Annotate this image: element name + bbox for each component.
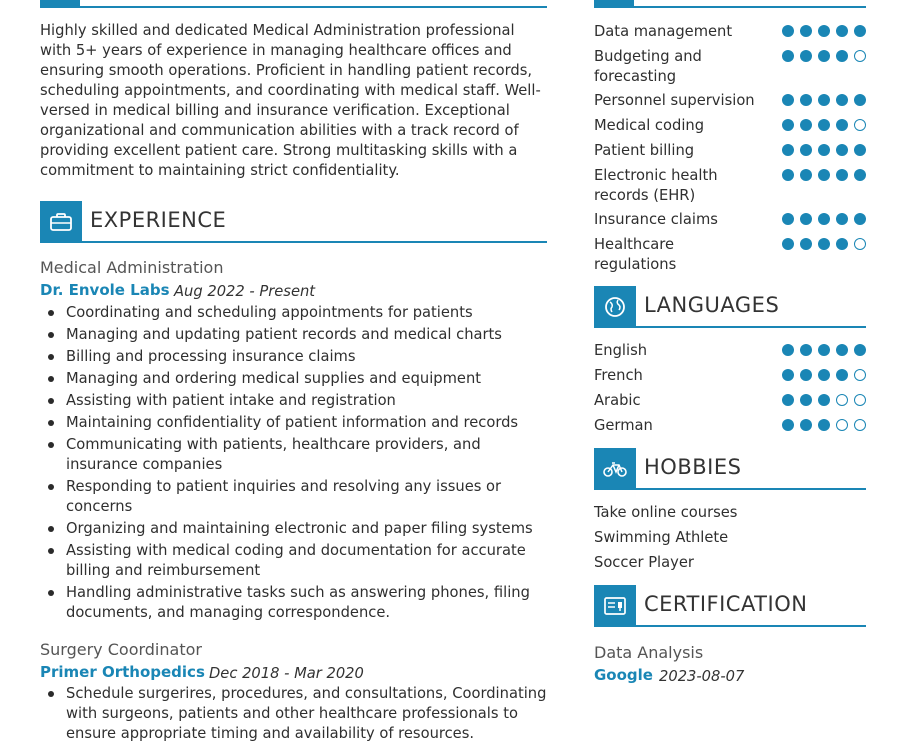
skill-row bbox=[594, 210, 866, 230]
rating-dot-filled bbox=[782, 169, 794, 181]
experience-title: EXPERIENCE bbox=[90, 208, 227, 232]
rating-dot-filled bbox=[800, 238, 812, 250]
rating-dot-empty bbox=[836, 419, 848, 431]
summary-text: Highly skilled and dedicated Medical Administration professional with 5+ years of experience in managing healthcare offices and ensuring smooth operations. Proficient in handling patient records, scheduling appointments, and coordinating with medical staff. Well-versed in medical billing and insurance verification. Exceptional organizational and communication abilities with a track record of providing excellent patient care. Strong multitasking skills with a commitment to maintaining strict confidentiality. bbox=[40, 22, 541, 179]
experience-header bbox=[40, 201, 547, 243]
skill-row bbox=[594, 47, 866, 86]
rating-dot-empty bbox=[854, 119, 866, 131]
rating-dot-filled bbox=[854, 344, 866, 356]
rating-dot-filled bbox=[854, 25, 866, 37]
rating-dot-filled bbox=[836, 50, 848, 62]
language-row bbox=[594, 341, 866, 361]
skill-label: Healthcare regulations bbox=[594, 236, 677, 273]
rating-dot-filled bbox=[854, 144, 866, 156]
job-title: Surgery Coordinator bbox=[40, 640, 202, 659]
bicycle-icon bbox=[594, 448, 636, 490]
skill-row bbox=[594, 141, 866, 161]
globe-icon bbox=[594, 286, 636, 328]
rating-dot-empty bbox=[854, 238, 866, 250]
rating-dot-filled bbox=[782, 419, 794, 431]
skills-section-rule bbox=[594, 6, 866, 8]
rating-dot-empty bbox=[854, 369, 866, 381]
experience-rule bbox=[40, 241, 547, 243]
list-item: Organizing and maintaining electronic and paper filing systems bbox=[40, 519, 547, 539]
rating-dot-filled bbox=[836, 169, 848, 181]
rating-dot-filled bbox=[800, 119, 812, 131]
rating-dot-filled bbox=[818, 25, 830, 37]
rating-dot-filled bbox=[800, 344, 812, 356]
rating-dot-filled bbox=[800, 419, 812, 431]
skill-label: Budgeting and forecasting bbox=[594, 48, 702, 85]
cert-date: 2023-08-07 bbox=[659, 668, 745, 685]
hobby-item: Take online courses bbox=[594, 504, 738, 521]
rating-dot-filled bbox=[782, 394, 794, 406]
language-label: German bbox=[594, 417, 653, 434]
rating-dot-filled bbox=[854, 94, 866, 106]
rating-dot-filled bbox=[800, 94, 812, 106]
languages-rule bbox=[594, 326, 866, 328]
hobbies-header bbox=[594, 448, 866, 490]
language-row bbox=[594, 391, 866, 411]
hobbies-rule bbox=[594, 488, 866, 490]
rating-dot-filled bbox=[818, 119, 830, 131]
skill-row bbox=[594, 235, 866, 274]
rating-dot-filled bbox=[836, 238, 848, 250]
job-date: Aug 2022 - Present bbox=[174, 283, 316, 300]
rating-dot-filled bbox=[818, 94, 830, 106]
list-item: Handling administrative tasks such as answering phones, filing documents, and managing correspondence. bbox=[40, 583, 547, 623]
skill-label: Insurance claims bbox=[594, 211, 718, 228]
language-label: English bbox=[594, 342, 648, 359]
rating-dot-filled bbox=[800, 50, 812, 62]
job-bullets bbox=[40, 684, 547, 746]
skill-rating bbox=[782, 144, 866, 156]
rating-dot-filled bbox=[818, 50, 830, 62]
list-item: Schedule surgerires, procedures, and consultations, Coordinating with surgeons, patients and other healthcare professionals to ensure appropriate timing and availability of resources. bbox=[40, 684, 547, 744]
rating-dot-filled bbox=[782, 119, 794, 131]
skill-row bbox=[594, 22, 866, 42]
skill-row bbox=[594, 91, 866, 111]
rating-dot-filled bbox=[800, 169, 812, 181]
skill-row bbox=[594, 166, 866, 205]
skill-label: Data management bbox=[594, 23, 733, 40]
hobby-item: Swimming Athlete bbox=[594, 529, 729, 546]
skill-rating bbox=[782, 25, 866, 37]
rating-dot-filled bbox=[836, 144, 848, 156]
job-date: Dec 2018 - Mar 2020 bbox=[209, 665, 364, 682]
skill-rating bbox=[782, 94, 866, 106]
rating-dot-empty bbox=[854, 419, 866, 431]
language-label: French bbox=[594, 367, 643, 384]
language-row bbox=[594, 366, 866, 386]
rating-dot-filled bbox=[836, 25, 848, 37]
certification-rule bbox=[594, 625, 866, 627]
language-rating bbox=[782, 369, 866, 381]
skill-rating bbox=[782, 119, 866, 131]
rating-dot-filled bbox=[782, 25, 794, 37]
list-item: Assisting with patient intake and registration bbox=[40, 391, 547, 411]
rating-dot-filled bbox=[836, 344, 848, 356]
skill-rating bbox=[782, 213, 866, 225]
rating-dot-filled bbox=[818, 144, 830, 156]
list-item: Managing and updating patient records and medical charts bbox=[40, 325, 547, 345]
list-item: Responding to patient inquiries and resolving any issues or concerns bbox=[40, 477, 547, 517]
rating-dot-filled bbox=[782, 144, 794, 156]
rating-dot-filled bbox=[836, 94, 848, 106]
rating-dot-empty bbox=[854, 50, 866, 62]
skill-label: Patient billing bbox=[594, 142, 695, 159]
languages-header bbox=[594, 286, 866, 328]
job-company: Primer Orthopedics bbox=[40, 663, 205, 681]
rating-dot-filled bbox=[836, 369, 848, 381]
rating-dot-filled bbox=[782, 50, 794, 62]
list-item: Maintaining confidentiality of patient information and records bbox=[40, 413, 547, 433]
cert-issuer: Google bbox=[594, 666, 653, 684]
list-item: Assisting with medical coding and documentation for accurate billing and reimbursement bbox=[40, 541, 547, 581]
skill-rating bbox=[782, 169, 866, 181]
cert-name: Data Analysis bbox=[594, 643, 704, 662]
skill-rating bbox=[782, 238, 866, 250]
rating-dot-filled bbox=[782, 344, 794, 356]
rating-dot-empty bbox=[854, 394, 866, 406]
rating-dot-filled bbox=[818, 238, 830, 250]
certification-header bbox=[594, 585, 866, 627]
language-rating bbox=[782, 344, 866, 356]
hobbies-title: HOBBIES bbox=[644, 455, 742, 479]
rating-dot-filled bbox=[782, 369, 794, 381]
rating-dot-filled bbox=[800, 144, 812, 156]
list-item: Communicating with patients, healthcare providers, and insurance companies bbox=[40, 435, 547, 475]
list-item: Coordinating and scheduling appointments for patients bbox=[40, 303, 547, 323]
language-row bbox=[594, 416, 866, 436]
certification-title: CERTIFICATION bbox=[644, 592, 808, 616]
rating-dot-filled bbox=[800, 213, 812, 225]
language-label: Arabic bbox=[594, 392, 641, 409]
rating-dot-filled bbox=[782, 238, 794, 250]
job-company: Dr. Envole Labs bbox=[40, 281, 170, 299]
rating-dot-filled bbox=[818, 419, 830, 431]
rating-dot-filled bbox=[800, 369, 812, 381]
job-title: Medical Administration bbox=[40, 258, 224, 277]
skill-row bbox=[594, 116, 866, 136]
rating-dot-filled bbox=[836, 119, 848, 131]
rating-dot-filled bbox=[854, 169, 866, 181]
language-rating bbox=[782, 394, 866, 406]
job-bullets bbox=[40, 303, 547, 625]
skill-label: Medical coding bbox=[594, 117, 705, 134]
rating-dot-filled bbox=[818, 394, 830, 406]
rating-dot-filled bbox=[836, 213, 848, 225]
rating-dot-filled bbox=[800, 25, 812, 37]
rating-dot-filled bbox=[818, 344, 830, 356]
rating-dot-filled bbox=[818, 213, 830, 225]
hobby-item: Soccer Player bbox=[594, 554, 694, 571]
rating-dot-filled bbox=[818, 369, 830, 381]
skill-label: Electronic health records (EHR) bbox=[594, 167, 718, 204]
summary-section-rule bbox=[40, 6, 547, 8]
rating-dot-filled bbox=[782, 213, 794, 225]
certificate-icon bbox=[594, 585, 636, 627]
rating-dot-filled bbox=[818, 169, 830, 181]
language-rating bbox=[782, 419, 866, 431]
rating-dot-empty bbox=[836, 394, 848, 406]
briefcase-icon bbox=[40, 201, 82, 243]
skill-rating bbox=[782, 50, 866, 62]
rating-dot-filled bbox=[800, 394, 812, 406]
languages-title: LANGUAGES bbox=[644, 293, 780, 317]
skill-label: Personnel supervision bbox=[594, 92, 755, 109]
list-item: Billing and processing insurance claims bbox=[40, 347, 547, 367]
rating-dot-filled bbox=[854, 213, 866, 225]
rating-dot-filled bbox=[782, 94, 794, 106]
list-item: Managing and ordering medical supplies and equipment bbox=[40, 369, 547, 389]
